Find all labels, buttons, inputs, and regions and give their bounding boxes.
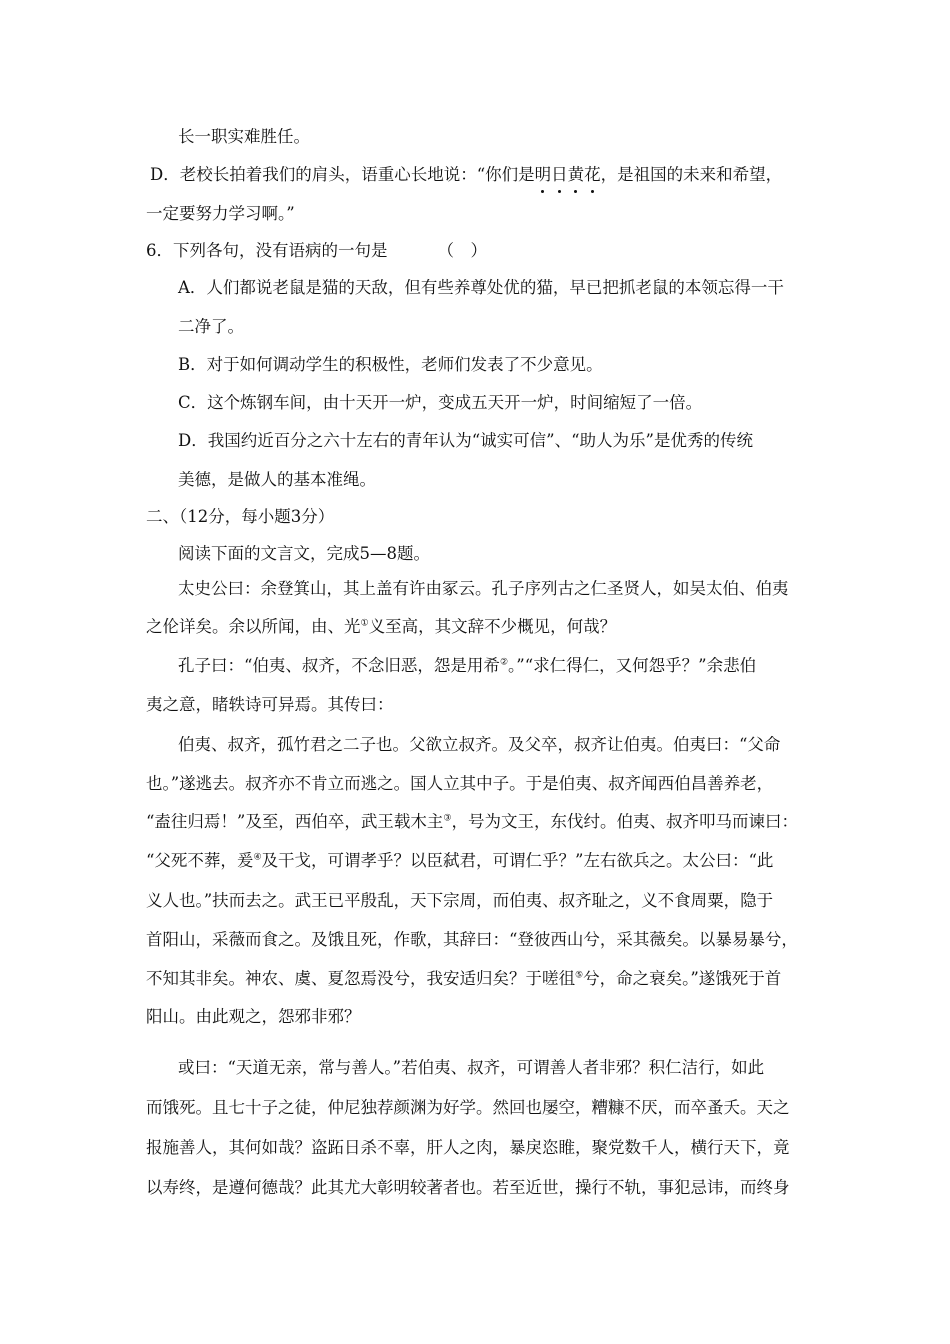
emphasis-char: 黄: [567, 165, 585, 184]
passage-line: [146, 616, 616, 638]
passage-line: 太史公曰：余登箕山，其上盖有许由冢云。孔子序列古之仁圣贤人，如吴太伯、伯夷: [178, 579, 789, 598]
emphasis-char: 日: [551, 165, 568, 184]
passage-text: 不知其非矣。神农、虞、夏忽焉没兮，我安适归矣？于嗟徂: [146, 969, 575, 988]
emphasis-char: 明: [534, 165, 552, 184]
q5-option-d-text-tail: ，是祖国的未来和希望，: [600, 165, 783, 184]
passage-line: 首阳山，采薇而食之。及饿且死，作歌，其辞曰：“登彼西山兮，采其薇矣。以暴易暴兮，: [146, 930, 798, 949]
q6-option-a: A．人们都说老鼠是猫的天敌，但有些养尊处优的猫，早已把抓老鼠的本领忘得一干: [178, 278, 784, 297]
passage-text: 兮，命之衰矣。”遂饿死于首: [583, 969, 782, 988]
footnote-marker: ②: [499, 657, 509, 668]
emphasis-char: 花: [584, 165, 601, 184]
footnote-marker: ④: [253, 852, 262, 863]
q5-option-c-tail: 长一职实难胜任。: [178, 127, 310, 146]
answer-paren: （ ）: [437, 241, 487, 260]
passage-line: 或曰：“天道无亲，常与善人。”若伯夷、叔齐，可谓善人者非邪？积仁洁行，如此: [178, 1058, 765, 1077]
footnote-marker: ①: [360, 618, 369, 629]
q5-option-d-text: D．老校长拍着我们的肩头，语重心长地说：“你们是: [150, 165, 535, 184]
q6-option-d: D．我国约近百分之六十左右的青年认为“诚实可信”、“助人为乐”是优秀的传统: [178, 431, 753, 450]
passage-text: 之伦详矣。余以所闻，由、光: [146, 617, 361, 636]
passage-line: 义人也。”扶而去之。武王已平殷乱，天下宗周，而伯夷、叔齐耻之，义不食周粟，隐于: [146, 891, 774, 910]
passage-text: 义至高，其文辞不少概见，何哉？: [368, 617, 617, 636]
q6-option-c: C．这个炼钢车间，由十天开一炉，变成五天开一炉，时间缩短了一倍。: [178, 393, 703, 412]
passage-text: “父死不葬，爰: [146, 851, 254, 870]
q6-stem-text: 6．下列各句，没有语病的一句是: [146, 241, 388, 260]
passage-line: [146, 968, 781, 990]
passage-line: 夷之意，睹轶诗可异焉。其传曰：: [146, 695, 394, 714]
passage-text: “盍往归焉！”及至，西伯卒，武王载木主: [146, 812, 444, 831]
passage-line: [146, 811, 798, 833]
passage-text: ，号为文王，东伐纣。伯夷、叔齐叩马而谏曰：: [451, 812, 798, 831]
passage-line: 以寿终，是遵何德哉？此其尤大彰明较著者也。若至近世，操行不轨，事犯忌讳，而终身: [146, 1178, 790, 1197]
q6-option-b: B．对于如何调动学生的积极性，老师们发表了不少意见。: [178, 355, 603, 374]
passage-line: [178, 655, 756, 677]
passage-text: 孔子曰：“伯夷、叔齐，不念旧恶，怨是用希: [178, 656, 500, 675]
section-heading: 二、（12分，每小题3分）: [146, 507, 335, 526]
q6-option-d-line2: 美德，是做人的基本准绳。: [178, 470, 376, 489]
q6-option-a-line2: 二净了。: [178, 317, 244, 336]
passage-text: 及干戈，可谓孝乎？以臣弑君，可谓仁乎？”左右欲兵之。太公曰：“此: [261, 851, 774, 870]
passage-line: 报施善人，其何如哉？盗跖日杀不辜，肝人之肉，暴戾恣睢，聚党数千人，横行天下，竟: [146, 1138, 790, 1157]
passage-line: 伯夷、叔齐，孤竹君之二子也。父欲立叔齐。及父卒，叔齐让伯夷。伯夷曰：“父命: [178, 735, 781, 754]
q5-option-d-line2: 一定要努力学习啊。”: [146, 204, 295, 223]
section-instruction: 阅读下面的文言文，完成5—8题。: [178, 544, 430, 563]
footnote-marker: ③: [443, 813, 452, 824]
footnote-marker: ⑤: [575, 970, 584, 981]
passage-line: [146, 850, 773, 872]
passage-line: 也。”遂逃去。叔齐亦不肯立而逃之。国人立其中子。于是伯夷、叔齐闻西伯昌善养老，: [146, 774, 774, 793]
q5-option-d: [150, 164, 782, 186]
q6-stem: [146, 240, 487, 262]
passage-text: 。”“求仁得仁，又何怨乎？”余悲伯: [508, 656, 757, 675]
passage-line: 阳山。由此观之，怨邪非邪？: [146, 1007, 361, 1026]
passage-line: 而饿死。且七十子之徒，仲尼独荐颜渊为好学。然回也屡空，糟糠不厌，而卒蚤夭。天之: [146, 1098, 790, 1117]
